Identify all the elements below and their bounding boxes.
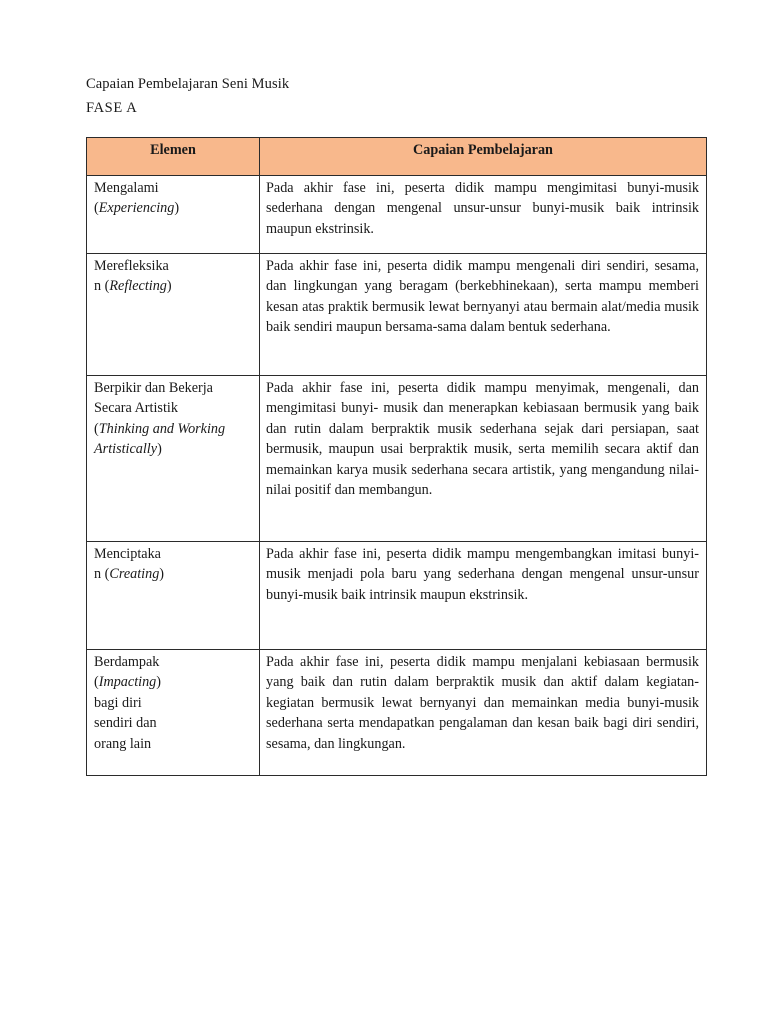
element-english-text: Thinking and Working Artistically <box>94 420 226 458</box>
document-title: Capaian Pembelajaran Seni Musik <box>86 76 290 92</box>
header-element-label: Elemen <box>150 142 196 158</box>
phase-label: FASE A <box>86 100 138 116</box>
element-english: (Thinking and Working Artistically) <box>94 420 226 458</box>
element-english: n (Creating) <box>94 566 165 583</box>
element-name-extra: orang lain <box>94 735 152 752</box>
element-name-extra: bagi diri <box>94 694 142 711</box>
element-name: Merefleksika <box>94 258 169 274</box>
table-row <box>87 542 707 650</box>
table-row <box>87 650 707 776</box>
element-name: Secara Artistik <box>94 400 178 417</box>
element-english-text: Reflecting <box>109 278 167 295</box>
table-row <box>87 176 707 254</box>
element-english-text: Creating <box>109 566 160 583</box>
element-cell <box>87 254 260 376</box>
element-english: (Experiencing) <box>94 200 180 217</box>
element-name-suffix: n <box>94 566 102 583</box>
outcome-cell: Pada akhir fase ini, peserta didik mampu mengembangkan imitasi bunyi-musik menjadi pola baru yang sederhana dengan mengenal unsur-unsur bunyi-musik baik intrinsik maupun ekstrinsik. <box>260 542 707 650</box>
header-element <box>87 138 260 176</box>
element-name: Mengalami <box>94 180 159 196</box>
element-name: Menciptaka <box>94 546 161 562</box>
outcome-cell: Pada akhir fase ini, peserta didik mampu menjalani kebiasaan bermusik yang baik dan rutin dalam berpraktik musik dan aktif dalam kegiatan-kegiatan bermusik lewat bernyanyi dan memainkan media bunyi-musik sederhana serta mendapatkan pengalaman dan kesan baik bagi diri sendiri, sesama, dan lingkungan. <box>260 650 707 776</box>
element-name: Berpikir dan Bekerja <box>94 380 213 396</box>
element-cell <box>87 542 260 650</box>
element-english: (Impacting) <box>94 674 161 691</box>
outcome-cell: Pada akhir fase ini, peserta didik mampu mengenali diri sendiri, sesama, dan lingkungan yang beragam (berkebhinekaan), serta mampu memberi kesan atas praktik bermusik lewat bernyanyi atau bermain alat/media musik baik sendiri maupun bersama-sama dalam bentuk sederhana. <box>260 254 707 376</box>
header-outcome-label: Capaian Pembelajaran <box>413 142 553 158</box>
element-cell <box>87 376 260 542</box>
outcome-cell: Pada akhir fase ini, peserta didik mampu mengimitasi bunyi-musik sederhana dengan mengenal unsur-unsur bunyi-musik baik intrinsik maupun ekstrinsik. <box>260 176 707 254</box>
element-english: n (Reflecting) <box>94 278 172 295</box>
element-english-text: Experiencing <box>98 200 175 217</box>
element-name-extra: sendiri dan <box>94 715 157 732</box>
table-row <box>87 376 707 542</box>
element-english-text: Impacting <box>98 674 157 691</box>
table-header-row <box>87 138 707 176</box>
learning-outcomes-table <box>86 137 707 776</box>
outcome-cell: Pada akhir fase ini, peserta didik mampu menyimak, mengenali, dan mengimitasi bunyi- musik dan menerapkan kebiasaan bermusik yang baik dan rutin dalam berpraktik musik sederhana sejak dari persiapan, saat bermusik, maupun usai berpraktik musik, serta memilih secara aktif dan memainkan karya musik sederhana secara artistik, yang mengandung nilai-nilai positif dan membangun. <box>260 376 707 542</box>
element-name: Berdampak <box>94 654 160 670</box>
element-cell <box>87 650 260 776</box>
header-outcome <box>260 138 707 176</box>
element-cell <box>87 176 260 254</box>
element-name-suffix: n <box>94 278 102 295</box>
table-row <box>87 254 707 376</box>
